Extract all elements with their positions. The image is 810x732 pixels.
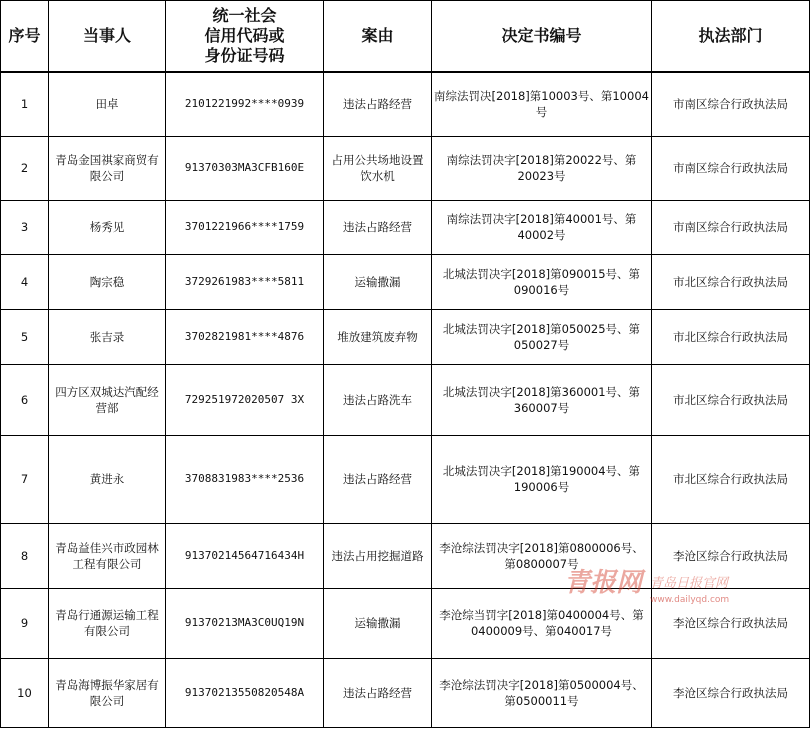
row-decision: 南综法罚决[2018]第10003号、第10004号 bbox=[432, 72, 652, 136]
watermark-brand: 青报网 bbox=[564, 568, 643, 598]
row-decision: 李沧综法罚决字[2018]第0500004号、第0500011号 bbox=[432, 658, 652, 727]
row-party: 青岛海博振华家居有限公司 bbox=[49, 658, 166, 727]
table-row bbox=[1, 309, 810, 364]
row-party: 田卓 bbox=[49, 72, 166, 136]
table-row bbox=[1, 364, 810, 435]
row-party: 黄进永 bbox=[49, 435, 166, 523]
row-cause: 堆放建筑废弃物 bbox=[324, 309, 432, 364]
header-department: 执法部门 bbox=[652, 1, 810, 73]
row-cause: 违法占路经营 bbox=[324, 200, 432, 254]
row-decision: 北城法罚决字[2018]第050025号、第050027号 bbox=[432, 309, 652, 364]
table-row bbox=[1, 136, 810, 200]
row-code: 2101221992****0939 bbox=[166, 72, 324, 136]
row-cause: 运输撒漏 bbox=[324, 254, 432, 309]
row-code: 91370213MA3C0UQ19N bbox=[166, 588, 324, 658]
row-department: 市北区综合行政执法局 bbox=[652, 364, 810, 435]
header-code-line2: 信用代码或 bbox=[204, 26, 285, 45]
row-index: 7 bbox=[1, 435, 49, 523]
row-code: 91370303MA3CFB160E bbox=[166, 136, 324, 200]
row-party: 青岛行通源运输工程有限公司 bbox=[49, 588, 166, 658]
row-department: 李沧区综合行政执法局 bbox=[652, 523, 810, 588]
row-cause: 违法占路经营 bbox=[324, 658, 432, 727]
table-row bbox=[1, 658, 810, 727]
row-index: 1 bbox=[1, 72, 49, 136]
row-code: 3708831983****2536 bbox=[166, 435, 324, 523]
header-code-line3: 身份证号码 bbox=[204, 46, 285, 65]
row-decision: 北城法罚决字[2018]第360001号、第360007号 bbox=[432, 364, 652, 435]
row-code: 91370213550820548A bbox=[166, 658, 324, 727]
row-department: 李沧区综合行政执法局 bbox=[652, 658, 810, 727]
row-index: 8 bbox=[1, 523, 49, 588]
header-party: 当事人 bbox=[49, 1, 166, 73]
row-department: 市南区综合行政执法局 bbox=[652, 200, 810, 254]
table-row bbox=[1, 435, 810, 523]
row-code: 91370214564716434H bbox=[166, 523, 324, 588]
row-code: 3702821981****4876 bbox=[166, 309, 324, 364]
table-row bbox=[1, 72, 810, 136]
row-code: 3701221966****1759 bbox=[166, 200, 324, 254]
row-decision: 南综法罚决字[2018]第20022号、第20023号 bbox=[432, 136, 652, 200]
row-index: 5 bbox=[1, 309, 49, 364]
row-cause: 占用公共场地设置饮水机 bbox=[324, 136, 432, 200]
row-decision: 南综法罚决字[2018]第40001号、第40002号 bbox=[432, 200, 652, 254]
row-department: 市北区综合行政执法局 bbox=[652, 435, 810, 523]
row-cause: 违法占用挖掘道路 bbox=[324, 523, 432, 588]
row-party: 青岛金国祺家商贸有限公司 bbox=[49, 136, 166, 200]
header-code bbox=[166, 1, 324, 73]
table-row bbox=[1, 588, 810, 658]
row-code: 3729261983****5811 bbox=[166, 254, 324, 309]
header-code-line1: 统一社会 bbox=[212, 6, 277, 25]
table-row bbox=[1, 523, 810, 588]
row-department: 市北区综合行政执法局 bbox=[652, 254, 810, 309]
row-index: 9 bbox=[1, 588, 49, 658]
row-index: 3 bbox=[1, 200, 49, 254]
row-cause: 违法占路经营 bbox=[324, 435, 432, 523]
row-decision: 李沧综当罚字[2018]第0400004号、第0400009号、第040017号 bbox=[432, 588, 652, 658]
table-row bbox=[1, 200, 810, 254]
row-cause: 运输撒漏 bbox=[324, 588, 432, 658]
row-cause: 违法占路洗车 bbox=[324, 364, 432, 435]
row-decision: 李沧综法罚决字[2018]第0800006号、第0800007号 bbox=[432, 523, 652, 588]
row-index: 10 bbox=[1, 658, 49, 727]
table-row bbox=[1, 254, 810, 309]
row-party: 张吉录 bbox=[49, 309, 166, 364]
watermark-slogan: 青岛日报官网 bbox=[650, 576, 729, 591]
header-index: 序号 bbox=[1, 1, 49, 73]
row-index: 2 bbox=[1, 136, 49, 200]
row-index: 6 bbox=[1, 364, 49, 435]
row-department: 市北区综合行政执法局 bbox=[652, 309, 810, 364]
header-decision: 决定书编号 bbox=[432, 1, 652, 73]
row-department: 李沧区综合行政执法局 bbox=[652, 588, 810, 658]
row-department: 市南区综合行政执法局 bbox=[652, 136, 810, 200]
row-cause: 违法占路经营 bbox=[324, 72, 432, 136]
header-cause: 案由 bbox=[324, 1, 432, 73]
row-index: 4 bbox=[1, 254, 49, 309]
row-department: 市南区综合行政执法局 bbox=[652, 72, 810, 136]
header-row bbox=[1, 1, 810, 73]
row-party: 陶宗稳 bbox=[49, 254, 166, 309]
row-decision: 北城法罚决字[2018]第090015号、第090016号 bbox=[432, 254, 652, 309]
row-code: 729251972020507 3X bbox=[166, 364, 324, 435]
watermark-url: www.dailyqd.com bbox=[650, 595, 730, 605]
row-decision: 北城法罚决字[2018]第190004号、第190006号 bbox=[432, 435, 652, 523]
row-party: 杨秀见 bbox=[49, 200, 166, 254]
row-party: 四方区双城达汽配经营部 bbox=[49, 364, 166, 435]
row-party: 青岛益佳兴市政园林工程有限公司 bbox=[49, 523, 166, 588]
